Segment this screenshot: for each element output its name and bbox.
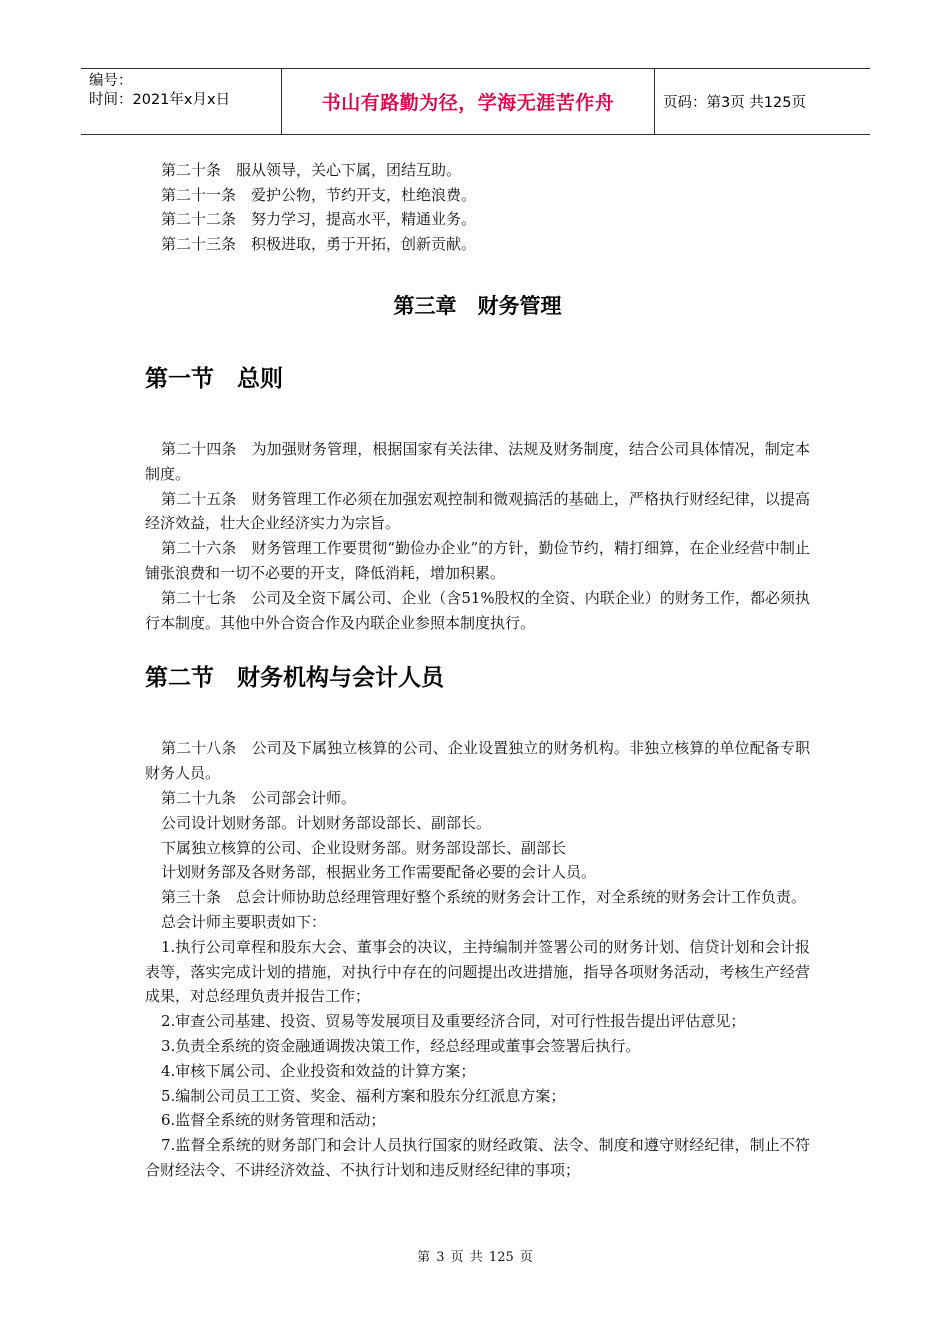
article-paragraph: 总会计师主要职责如下： [161,912,327,931]
header-motto: 书山有路勤为径，学海无涯苦作舟 [282,69,655,134]
article-paragraph: 第二十九条 公司部会计师。 [161,788,357,807]
page-footer: 第 3 页 共 125 页 [417,1250,533,1265]
section-title: 第一节 总则 [145,366,283,392]
intro-articles [145,158,810,256]
chapter-title: 第三章 财务管理 [393,294,562,318]
article-paragraph: 第二十八条 公司及下属独立核算的公司、企业设置独立的财务机构。非独立核算的单位配备专职财务人员。 [145,739,810,783]
header-time: 时间：2021年x月x日 [89,92,231,108]
article-paragraph: 第二十二条 努力学习，提高水平，精通业务。 [161,210,477,228]
article-paragraph: 第三十条 总会计师协助总经理管理好整个系统的财务会计工作，对全系统的财务会计工作负责。 [161,888,807,907]
list-item: 4.审核下属公司、企业投资和效益的计算方案； [161,1061,476,1080]
section-title: 第二节 财务机构与会计人员 [145,665,444,692]
header-meta [81,69,282,134]
article-paragraph: 第二十六条 财务管理工作要贯彻“勤俭办企业”的方针，勤俭节约，精打细算，在企业经营中制止铺张浪费和一切不必要的开支，降低消耗，增加积累。 [145,539,810,582]
header-page-info: 页码：第3页 共125页 [663,95,807,111]
list-item: 2.审查公司基建、投资、贸易等发展项目及重要经济合同，对可行性报告提出评估意见； [161,1012,746,1031]
header-number: 编号： [89,73,133,89]
section-general [145,364,810,635]
article-paragraph: 下属独立核算的公司、企业设财务部。财务部设部长、副部长 [161,838,567,857]
document-body [145,158,810,1183]
article-paragraph: 第二十一条 爱护公物，节约开支，杜绝浪费。 [161,185,477,204]
article-paragraph: 公司设计划财务部。计划财务部设部长、副部长。 [161,813,492,832]
article-paragraph: 第二十七条 公司及全资下属公司、企业（含51%股权的全资、内联企业）的财务工作，都必须执行本制度。其他中外合资合作及内联企业参照本制度执行。 [145,588,810,632]
list-item: 5.编制公司员工工资、奖金、福利方案和股东分红派息方案； [161,1086,566,1105]
article-paragraph: 第二十五条 财务管理工作必须在加强宏观控制和微观搞活的基础上，严格执行财经纪律，以提高经济效益，壮大企业经济实力为宗旨。 [145,489,810,533]
list-item: 1.执行公司章程和股东大会、董事会的决议，主持编制并签署公司的财务计划、信贷计划和会计报表等，落实完成计划的措施，对执行中存在的问题提出改进措施，指导各项财务活动，考核生产经营成果，对总经理负责并报告工作； [145,937,810,1006]
article-paragraph: 第二十三条 积极进取，勇于开拓，创新贡献。 [161,234,477,253]
list-item: 6.监督全系统的财务管理和活动； [161,1111,386,1130]
article-paragraph: 第二十条 服从领导，关心下属，团结互助。 [161,161,462,179]
article-paragraph: 计划财务部及各财务部，根据业务工作需要配备必要的会计人员。 [161,863,597,882]
list-item: 7.监督全系统的财务部门和会计人员执行国家的财经政策、法令、制度和遵守财经纪律，制止不符合财经法令、不讲经济效益、不执行计划和违反财经纪律的事项； [145,1136,810,1179]
section-finance-staff [145,663,810,1182]
header-table [81,68,870,135]
list-item: 3.负责全系统的资金融通调拨决策工作，经总经理或董事会签署后执行。 [161,1036,641,1055]
article-paragraph: 第二十四条 为加强财务管理，根据国家有关法律、法规及财务制度，结合公司具体情况，制定本制度。 [145,440,810,483]
